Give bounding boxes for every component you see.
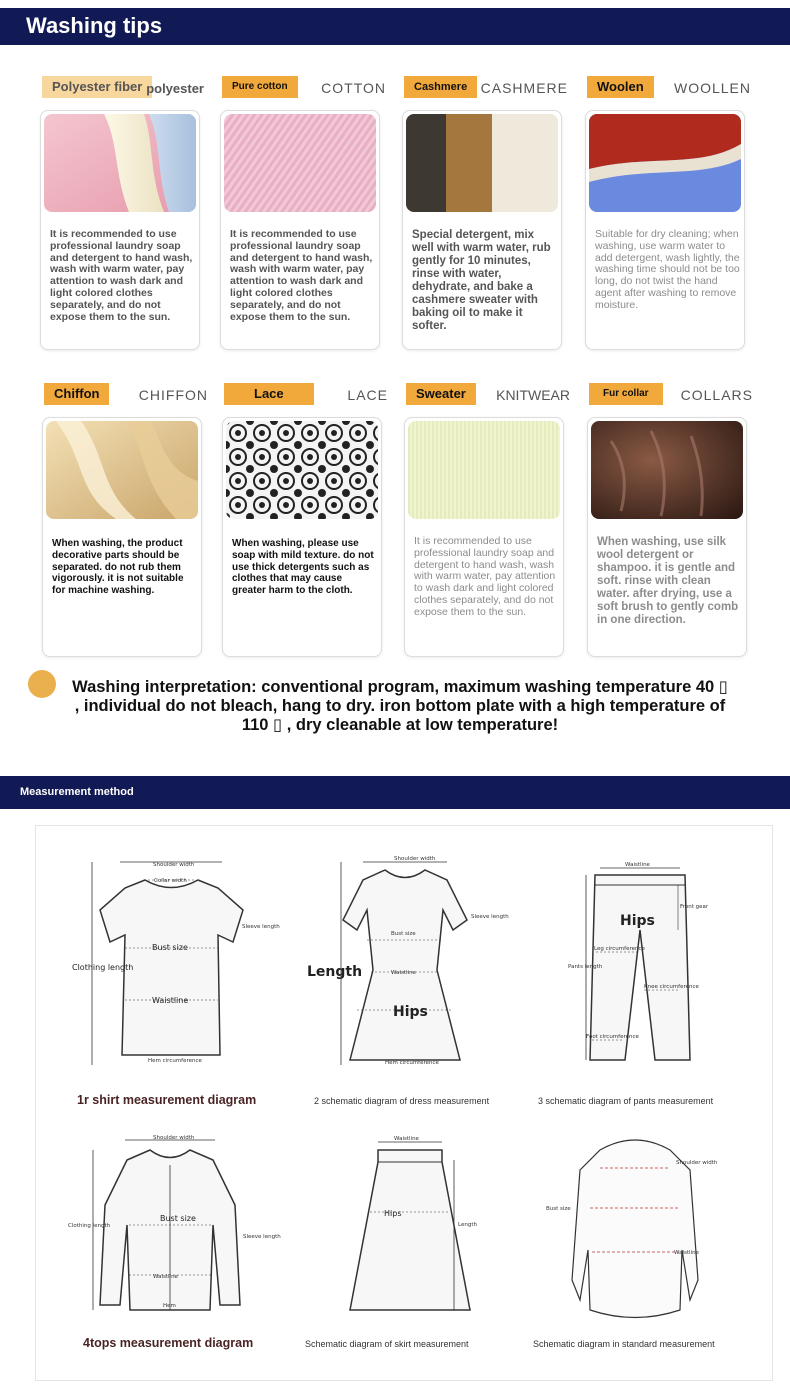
body-waist-label: Waistline [674,1250,699,1256]
washing-interpretation: Washing interpretation: conventional program, maximum washing temperature 40 ▯ , individual do not bleach, hang to dry. iron bottom plate with a high temperature of 110 ▯ , dry cleanable at low temperature! [72,678,728,734]
fabric-card [40,110,200,350]
fabric-card [220,110,380,350]
shirt-waist-label: Waistline [152,996,189,1005]
fabric-english: CASHMERE [480,80,568,96]
skirt-diagram [320,1130,500,1325]
fabric-tag: Chiffon [44,383,109,405]
pants-diagram [540,850,740,1075]
skirt-hips-label: Hips [384,1209,402,1218]
shirt-shoulder-label: Shoulder width [153,862,195,868]
pants-length-label: Pants length [568,964,603,970]
fabric-lace [222,383,392,663]
tops-length-label: Clothing length [68,1223,111,1229]
shirt-bust-label: Bust size [152,943,188,952]
body-diagram [540,1130,730,1325]
dress-length-label: Length [307,964,363,980]
diagram-caption: Schematic diagram of skirt measurement [305,1339,469,1349]
pants-leg-label: Leg circumference [594,946,645,952]
fabric-description: It is recommended to use professional laundry soap and detergent to hand wash, wash with warm water, pay attention to wash dark and light colored clothes separately, and do not expose them to the sun. [230,228,373,323]
shirt-diagram [70,850,280,1075]
fabric-tag: Fur collar [589,383,663,405]
dress-hips-label: Hips [393,1004,428,1020]
fabric-tag: Polyester fiber [42,76,152,98]
shirt-collar-label: Collar width [154,878,187,884]
fabric-tag: Pure cotton [222,76,298,98]
fabric-card [402,110,562,350]
tops-sleeve-label: Sleeve length [243,1234,281,1240]
pants-hips-label: Hips [620,913,655,929]
dress-bust-label: Bust size [391,931,416,937]
fabric-sweater [404,383,574,663]
fabric-card [222,417,382,657]
shirt-hem-label: Hem circumference [148,1058,202,1064]
pants-front-label: Front gear [680,904,709,910]
tops-hem-label: Hem [163,1303,176,1309]
fabric-tag: Cashmere [404,76,477,98]
lace-swatch-image [226,421,378,519]
fabric-english: KNITWEAR [496,387,570,403]
measurement-method-header [0,776,790,809]
dress-diagram [305,850,509,1075]
shirt-length-label: Clothing length [72,963,134,972]
fabric-description: Special detergent, mix well with warm water, rub gently for 10 minutes, rinse with water, dehydrate, and bake a cashmere sweater with baking oil to make it softer. [412,229,551,332]
cashmere-swatch-image [406,114,558,212]
fabric-description: When washing, please use soap with mild texture. do not use thick detergents such as clothes that may cause greater harm to the cloth. [232,538,374,597]
fabric-description: It is recommended to use professional laundry soap and detergent to hand wash, wash with warm water, pay attention to wash dark and light colored clothes separately, and do not expose them to the sun. [50,228,193,323]
fabric-chiffon [42,383,212,663]
body-shoulder-label: Shoulder width [676,1160,718,1166]
fabric-description: When washing, use silk wool detergent or shampoo. it is gentle and soft. rinse with clean water. after drying, use a soft brush to gently comb in one direction. [597,536,739,626]
chiffon-swatch-image [46,421,198,519]
diagram-caption: 2 schematic diagram of dress measurement [314,1096,490,1106]
shirt-sleeve-label: Sleeve length [242,924,280,930]
fabric-cotton [220,76,390,356]
fabric-card [42,417,202,657]
fabric-card [404,417,564,657]
polyester-swatch-image [44,114,196,212]
bullet-dot [28,670,56,698]
cotton-swatch-image [224,114,376,212]
dress-hem-label: Hem circumference [385,1060,439,1066]
fabric-woolen [585,76,755,356]
pants-knee-label: Knee circumference [644,984,699,990]
fabric-card [585,110,745,350]
sweater-swatch-image [408,421,560,519]
tops-shoulder-label: Shoulder width [153,1135,195,1141]
fabric-description: It is recommended to use professional laundry soap and detergent to hand wash, wash with warm water, pay attention to wash dark and light colored clothes separately, and do not expose them to the sun. [414,535,556,618]
woolen-swatch-image [589,114,741,212]
fabric-tag: Lace [224,383,314,405]
fabric-cashmere [402,76,572,356]
tops-waist-label: Waistline [153,1274,178,1280]
diagram-caption: 3 schematic diagram of pants measurement [538,1096,714,1106]
fabric-english: CHIFFON [138,387,208,403]
fabric-english: LACE [347,387,388,403]
fabric-description: When washing, the product decorative parts should be separated. do not rub them vigorously. it is not suitable for machine washing. [52,538,184,597]
fabric-fur-collar [587,383,757,663]
fabric-english: WOOLLEN [673,80,751,96]
pants-waist-label: Waistline [625,862,650,868]
dress-waist-label: Waistline [391,970,416,976]
tops-bust-label: Bust size [160,1214,196,1223]
fabric-description: Suitable for dry cleaning; when washing, use warm water to add detergent, wash lightly, the washing time should not be too long, do not twist the hand agent after washing to remove moisture. [595,228,740,311]
diagram-caption: Schematic diagram in standard measurement [533,1339,715,1349]
washing-tips-title: Washing tips [26,13,163,38]
fabric-english: polyester [146,81,204,96]
fabric-tag: Sweater [406,383,476,405]
pants-foot-label: Foot circumference [586,1034,639,1040]
tops-diagram [65,1125,281,1325]
washing-tips-header [0,8,790,45]
measurement-method-title: Measurement method [20,786,134,798]
fabric-tag: Woolen [587,76,654,98]
diagram-caption: 4tops measurement diagram [83,1336,254,1350]
fabric-card [587,417,747,657]
fabric-english: COLLARS [680,387,753,403]
fabric-english: COTTON [321,80,386,96]
diagram-caption: 1r shirt measurement diagram [77,1093,257,1107]
skirt-length-label: Length [458,1222,477,1228]
skirt-waist-label: Waistline [394,1136,419,1142]
body-bust-label: Bust size [546,1206,571,1212]
fabric-polyester [40,76,210,356]
dress-shoulder-label: Shoulder width [394,856,436,862]
fur-swatch-image [591,421,743,519]
dress-sleeve-label: Sleeve length [471,914,509,920]
